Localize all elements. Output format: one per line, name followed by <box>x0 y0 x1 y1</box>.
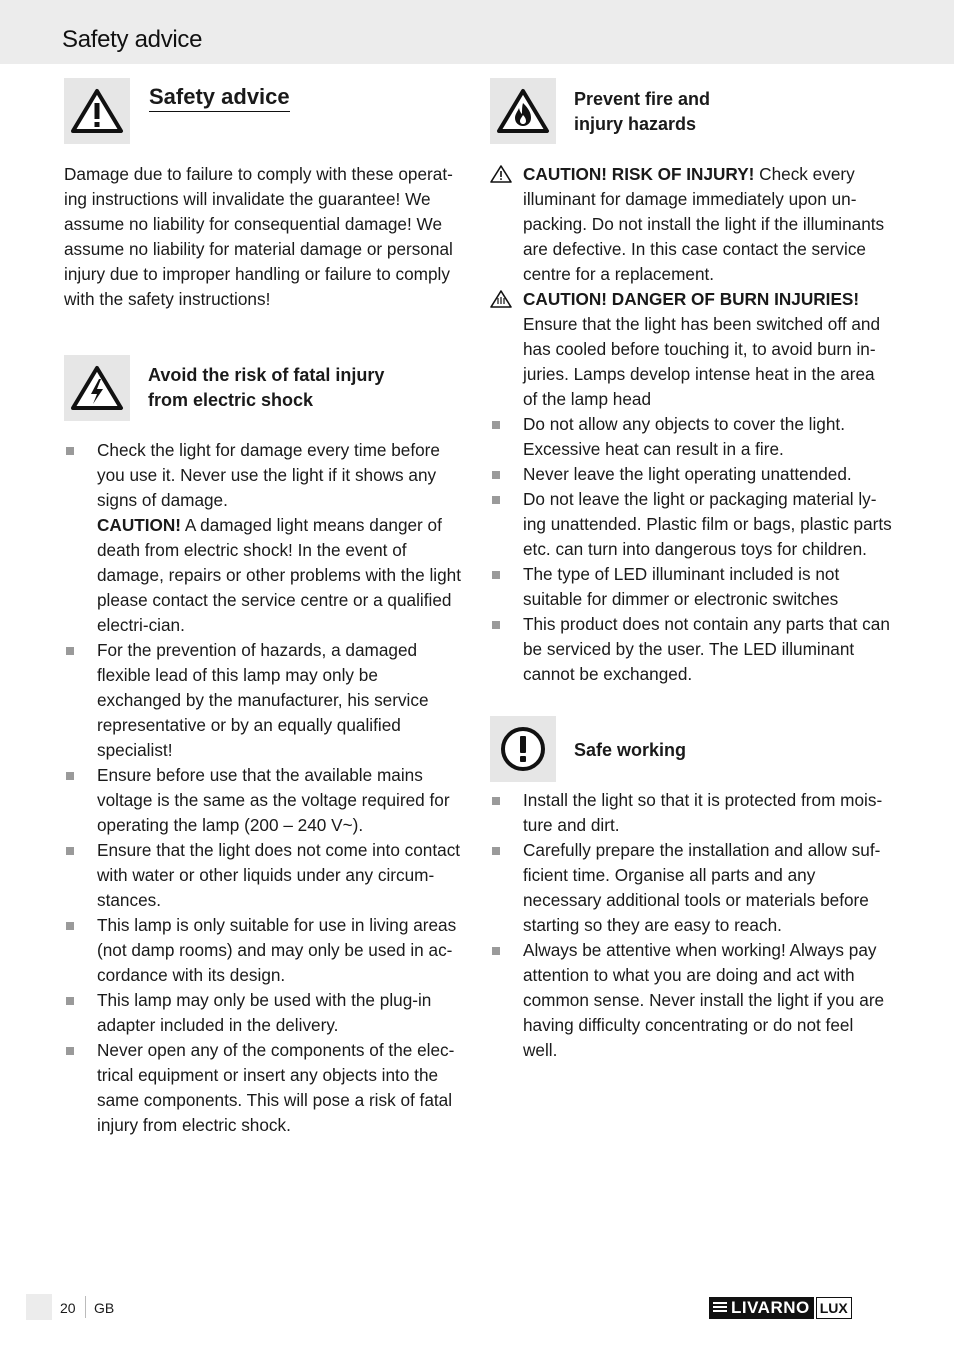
footer-marker <box>26 1294 52 1320</box>
list-item <box>64 763 466 838</box>
fire-heading-line1: Prevent fire and <box>574 89 711 109</box>
list-item <box>490 462 892 487</box>
safe-working-icon-box <box>490 716 556 782</box>
page-header-title: Safety advice <box>62 26 203 53</box>
caution-text: A damaged light means danger of death from electric shock! In the event of damage, repairs or other problems with the light please contact the service centre or a qualified electri-cian. <box>97 515 461 635</box>
electric-list <box>64 438 466 1138</box>
bullet-square-icon <box>66 922 74 930</box>
list-item-text: The type of LED illuminant included is not suitable for dimmer or electronic switches <box>523 564 840 609</box>
caution-note <box>97 513 466 638</box>
electric-icon-box <box>64 355 130 421</box>
bullet-square-icon <box>492 421 500 429</box>
caution-label: CAUTION! <box>97 515 182 535</box>
warning-text: Check every illuminant for damage immediately upon un-packing. Do not install the light if the illuminants are defective. In this case contact the service centre for a replacement. <box>523 164 885 284</box>
electric-heading-line1: Avoid the risk of fatal injury <box>148 365 385 385</box>
warning-icon-box <box>64 78 130 144</box>
warning-label: CAUTION! RISK OF INJURY! <box>523 164 755 184</box>
list-item <box>490 938 892 1063</box>
exclamation-circle-icon <box>498 724 548 774</box>
fire-hazard-icon <box>496 88 550 134</box>
list-item-text: This product does not contain any parts that can be serviced by the user. The LED illuminant cannot be exchanged. <box>523 614 890 684</box>
warning-item <box>490 287 892 412</box>
bullet-square-icon <box>492 797 500 805</box>
list-item-text: This lamp is only suitable for use in living areas (not damp rooms) and may only be used in ac-cordance with its design. <box>97 915 457 985</box>
logo-lux: LUX <box>816 1297 852 1319</box>
small-warning-icon <box>490 165 512 183</box>
bullet-square-icon <box>492 471 500 479</box>
page-number: 20 <box>60 1300 76 1316</box>
list-item-text: For the prevention of hazards, a damaged flexible lead of this lamp may only be exchanged by the manufacturer, his service representative or by an equally qualified specialist! <box>97 640 429 760</box>
list-item-text: This lamp may only be used with the plug-in adapter included in the delivery. <box>97 990 432 1035</box>
bullet-square-icon <box>66 847 74 855</box>
bullet-square-icon <box>492 847 500 855</box>
list-item-text: Never leave the light operating unattended. <box>523 464 852 484</box>
list-item-text: Never open any of the components of the elec-trical equipment or insert any objects into the same components. This will pose a risk of fatal injury from electric shock. <box>97 1040 455 1135</box>
warning-triangle-icon <box>70 88 124 134</box>
bullet-square-icon <box>66 772 74 780</box>
logo-main <box>709 1297 814 1319</box>
intro-paragraph: Damage due to failure to comply with these operat-ing instructions will invalidate the guarantee! We assume no liability for consequential damage! We assume no liability for material damage or personal injury due to improper handling or failure to comply with the safety instructions! <box>64 164 453 309</box>
fire-heading-line2: injury hazards <box>574 114 697 134</box>
small-burn-warning-icon <box>490 290 512 308</box>
list-item-text: Always be attentive when working! Always pay attention to what you are doing and act with common sense. Never install the light if you are having difficulty concentrating or do not feel well. <box>523 940 885 1060</box>
list-item <box>64 638 466 763</box>
footer-divider <box>85 1296 86 1318</box>
list-item-text: Do not allow any objects to cover the light. Excessive heat can result in a fire. <box>523 414 845 459</box>
fire-icon-box <box>490 78 556 144</box>
list-item <box>64 913 466 988</box>
list-item-text: Ensure that the light does not come into contact with water or other liquids under any circum-stances. <box>97 840 461 910</box>
list-item <box>64 1038 466 1138</box>
bullet-square-icon <box>492 496 500 504</box>
electric-heading-line2: from electric shock <box>148 390 314 410</box>
language-code: GB <box>94 1300 115 1316</box>
safe-working-list <box>490 788 892 1063</box>
logo-stripes-icon <box>713 1302 727 1314</box>
warning-item <box>490 162 892 287</box>
list-item <box>490 562 892 612</box>
list-item <box>490 838 892 938</box>
list-item <box>64 838 466 913</box>
list-item-text: Ensure before use that the available mains voltage is the same as the voltage required for operating the lamp (200 – 240 V~). <box>97 765 450 835</box>
bullet-square-icon <box>66 447 74 455</box>
list-item-text: Install the light so that it is protected from mois-ture and dirt. <box>523 790 883 835</box>
brand-logo <box>709 1297 852 1319</box>
logo-main-text: LIVARNO <box>731 1298 810 1317</box>
list-item <box>490 788 892 838</box>
fire-heading <box>574 87 710 137</box>
list-item-text: Check the light for damage every time before you use it. Never use the light if it shows any signs of damage. <box>97 440 440 510</box>
warning-label: CAUTION! DANGER OF BURN INJURIES! <box>523 289 860 309</box>
list-item <box>64 988 466 1038</box>
list-item <box>490 612 892 687</box>
bullet-square-icon <box>492 947 500 955</box>
list-item <box>490 412 892 462</box>
list-item <box>490 487 892 562</box>
list-item-text: Do not leave the light or packaging material ly-ing unattended. Plastic film or bags, plastic parts etc. can turn into dangerous toys for children. <box>523 489 892 559</box>
bullet-square-icon <box>66 1047 74 1055</box>
bullet-square-icon <box>492 571 500 579</box>
bullet-square-icon <box>492 621 500 629</box>
electric-hazard-icon <box>70 365 124 411</box>
fire-list <box>490 162 892 687</box>
list-item <box>64 438 466 638</box>
list-item-text: Carefully prepare the installation and allow suf-ficient time. Organise all parts and any necessary additional tools or materials before starting so they are easy to reach. <box>523 840 881 935</box>
warning-text: Ensure that the light has been switched off and has cooled before touching it, to avoid burn in-juries. Lamps develop intense heat in the area of the lamp head <box>523 314 881 409</box>
bullet-square-icon <box>66 997 74 1005</box>
bullet-square-icon <box>66 647 74 655</box>
electric-heading <box>148 363 384 413</box>
section-title: Safety advice <box>149 84 290 112</box>
safe-working-heading: Safe working <box>574 740 687 760</box>
